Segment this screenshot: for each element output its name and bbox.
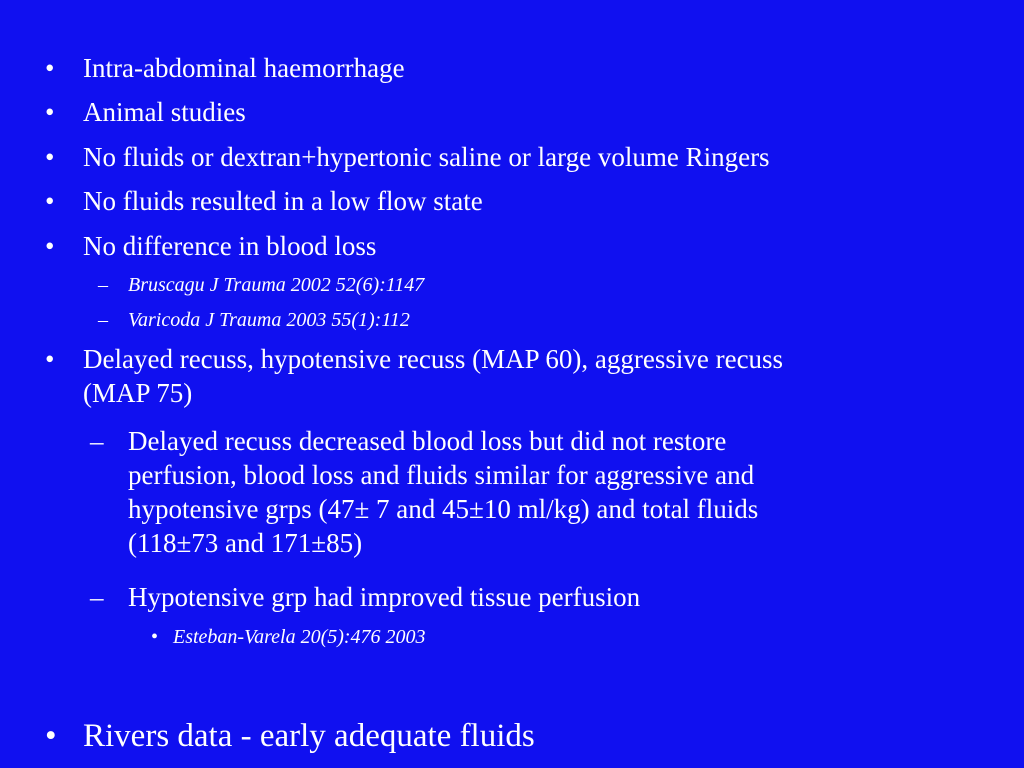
- bullet-no-fluids-or-dextran: [45, 140, 770, 174]
- bullet-intra-abdominal-haemorrhage: [45, 51, 405, 85]
- bullet-text-line1: Delayed recuss, hypotensive recuss (MAP 60), aggressive recuss: [83, 344, 784, 374]
- bullet-text: No fluids resulted in a low flow state: [83, 186, 483, 216]
- bullet-rivers-data: [45, 716, 535, 756]
- bullet-no-difference-blood-loss: [45, 229, 377, 263]
- bullet-text: Rivers data - early adequate fluids: [83, 718, 535, 754]
- dash-marker: –: [98, 309, 108, 331]
- dash-marker: –: [90, 582, 104, 612]
- citation-varicoda: [98, 306, 410, 334]
- sub-bullet-text: Hypotensive grp had improved tissue perfusion: [128, 582, 641, 612]
- citation-esteban-varela: [151, 623, 426, 651]
- dash-marker: –: [90, 426, 104, 456]
- citation-text: Esteban-Varela 20(5):476 2003: [173, 626, 426, 648]
- sub-bullet-delayed-recuss-decreased: [90, 424, 759, 560]
- sub-bullet-line2: perfusion, blood loss and fluids similar for aggressive and: [128, 460, 755, 490]
- bullet-text: Intra-abdominal haemorrhage: [83, 53, 405, 83]
- sub-bullet-hypotensive-grp: [90, 580, 641, 614]
- bullet-delayed-recuss: [45, 342, 784, 410]
- bullet-marker: •: [151, 626, 159, 648]
- citation-text: Bruscagu J Trauma 2002 52(6):1147: [128, 274, 425, 296]
- bullet-text: No difference in blood loss: [83, 231, 377, 261]
- dash-marker: –: [98, 274, 108, 296]
- bullet-marker: •: [45, 142, 55, 172]
- bullet-marker: •: [45, 53, 55, 83]
- bullet-marker: •: [45, 344, 55, 374]
- sub-bullet-line4: (118±73 and 171±85): [128, 528, 363, 558]
- sub-bullet-line1: Delayed recuss decreased blood loss but did not restore: [128, 426, 727, 456]
- bullet-text: Animal studies: [83, 97, 246, 127]
- bullet-marker: •: [45, 97, 55, 127]
- bullet-text: No fluids or dextran+hypertonic saline or large volume Ringers: [83, 142, 770, 172]
- citation-text: Varicoda J Trauma 2003 55(1):112: [128, 309, 410, 331]
- bullet-animal-studies: [45, 95, 246, 129]
- bullet-text-line2: (MAP 75): [83, 378, 193, 408]
- bullet-marker: •: [45, 186, 55, 216]
- bullet-marker: •: [45, 718, 57, 754]
- sub-bullet-line3: hypotensive grps (47± 7 and 45±10 ml/kg) and total fluids: [128, 494, 759, 524]
- citation-bruscagu: [98, 271, 425, 299]
- bullet-marker: •: [45, 231, 55, 261]
- bullet-no-fluids-low-flow: [45, 184, 483, 218]
